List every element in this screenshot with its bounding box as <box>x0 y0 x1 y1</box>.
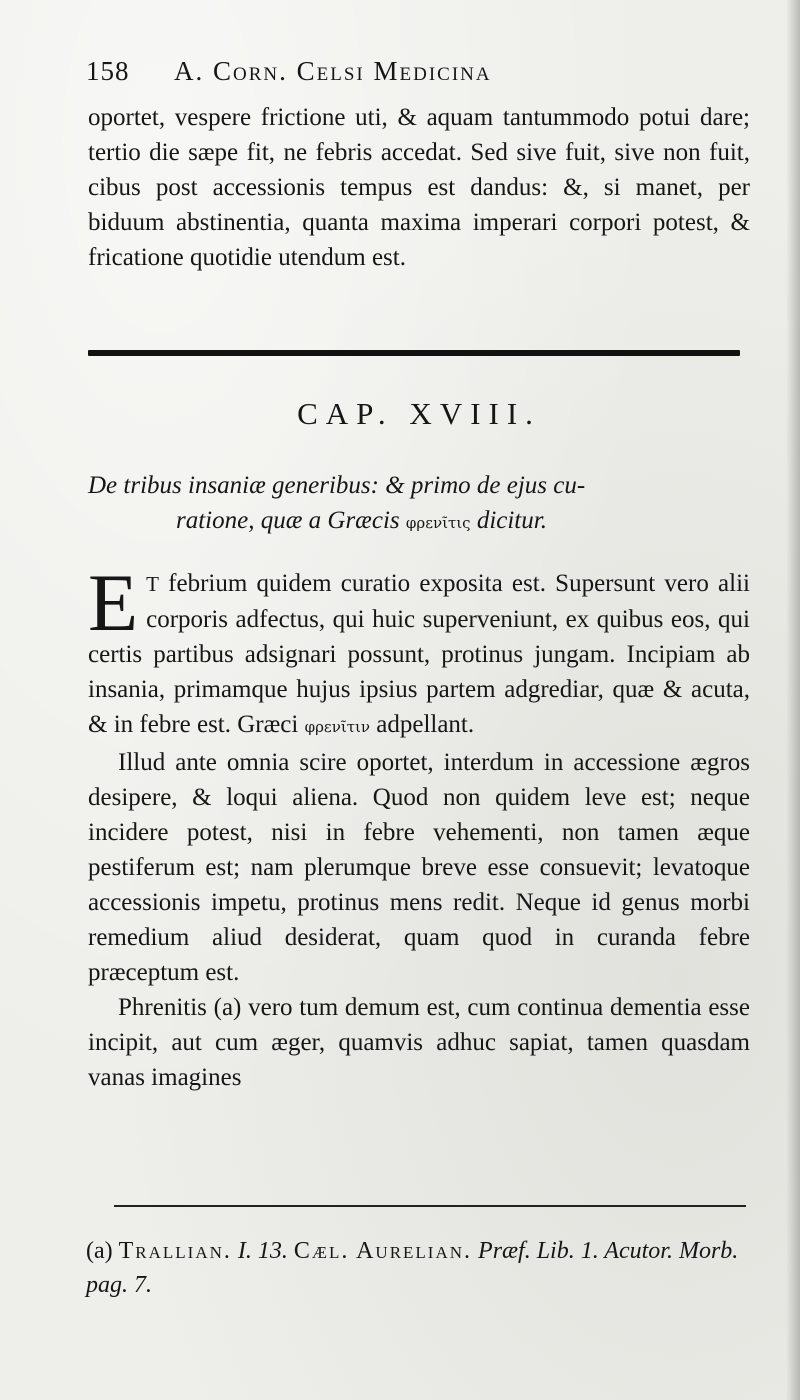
paragraph-1-text: febrium quidem curatio exposita est. Supersunt vero alii corporis adfectus, qui huic superveniunt, ex quibus eos, qui certis partibus adsignari possunt, protinus jungam. Incipiam ab insania, primamque hujus ipsius partem adgrediar, quæ & acuta, & in febre est. Græci <box>88 570 750 738</box>
paragraph-3-text: vero tum demum est, cum continua dementia esse incipit, aut cum æger, quamvis adhuc sapiat, tamen quasdam vanas imagines <box>88 994 750 1091</box>
continued-paragraph <box>88 100 750 275</box>
page-number: 158 <box>86 56 130 86</box>
footnote-ref-1: I. 13. <box>237 1238 288 1264</box>
greek-term: φρενῖτιν <box>304 718 370 736</box>
subtitle-line-1: De tribus insaniæ generibus: & primo de ejus cu- <box>88 472 586 499</box>
paragraph-2: Illud ante omnia scire oportet, interdum in accessione ægros desipere, & loqui aliena. Quod non quidem leve est; neque incidere potest, nisi in febre vehementi, non tamen æque pestiferum est; nam plerumque breve esse consuevit; levatoque accessionis impetu, protinus mens redit. Neque id genus morbi remedium aliud desiderat, quam quod in curanda febre præceptum est. <box>88 749 750 986</box>
footnote-author-2: Cæl. Aurelian. <box>293 1238 473 1264</box>
footnote-ref-2: Præf. Lib. 1. Acutor. Morb. pag. 7. <box>86 1238 739 1298</box>
running-title: A. Corn. Celsi Medicina <box>174 56 492 86</box>
subtitle-line-2 <box>88 503 750 541</box>
chapter-subtitle <box>88 468 750 541</box>
footnote <box>86 1234 756 1302</box>
chapter-heading: CAP. XVIII. <box>297 396 541 431</box>
chapter-divider-rule <box>88 350 740 356</box>
footnote-mark: (a) <box>86 1238 113 1264</box>
subtitle-line-2b: dicitur. <box>476 507 547 534</box>
paragraph-1 <box>88 557 750 745</box>
lead-letter: T <box>146 572 159 596</box>
paragraph-1-end: adpellant. <box>376 711 475 738</box>
subtitle-line-2a: ratione, quæ a Græcis <box>176 507 400 534</box>
chapter-body <box>88 557 750 1095</box>
continued-text: oportet, vespere frictione uti, & aquam tantummodo potui dare; tertio die sæpe fit, ne febris accedat. Sed sive fuit, sive non fuit, cibus post accessionis tempus est dandus: &, si manet, per biduum abstinentia, quanta maxima imperari corpori potest, & fricatione quotidie utendum est. <box>88 104 750 271</box>
footnote-reference: (a) <box>213 994 242 1021</box>
subtitle-greek-term: φρενῖτις <box>405 514 471 532</box>
running-head <box>86 56 706 87</box>
paragraph-3-start: Phrenitis <box>118 994 207 1021</box>
footnote-author-1: Trallian. <box>118 1238 232 1264</box>
footnote-rule <box>114 1205 746 1207</box>
drop-capital: E <box>88 557 139 648</box>
paragraph-3 <box>88 990 750 1095</box>
